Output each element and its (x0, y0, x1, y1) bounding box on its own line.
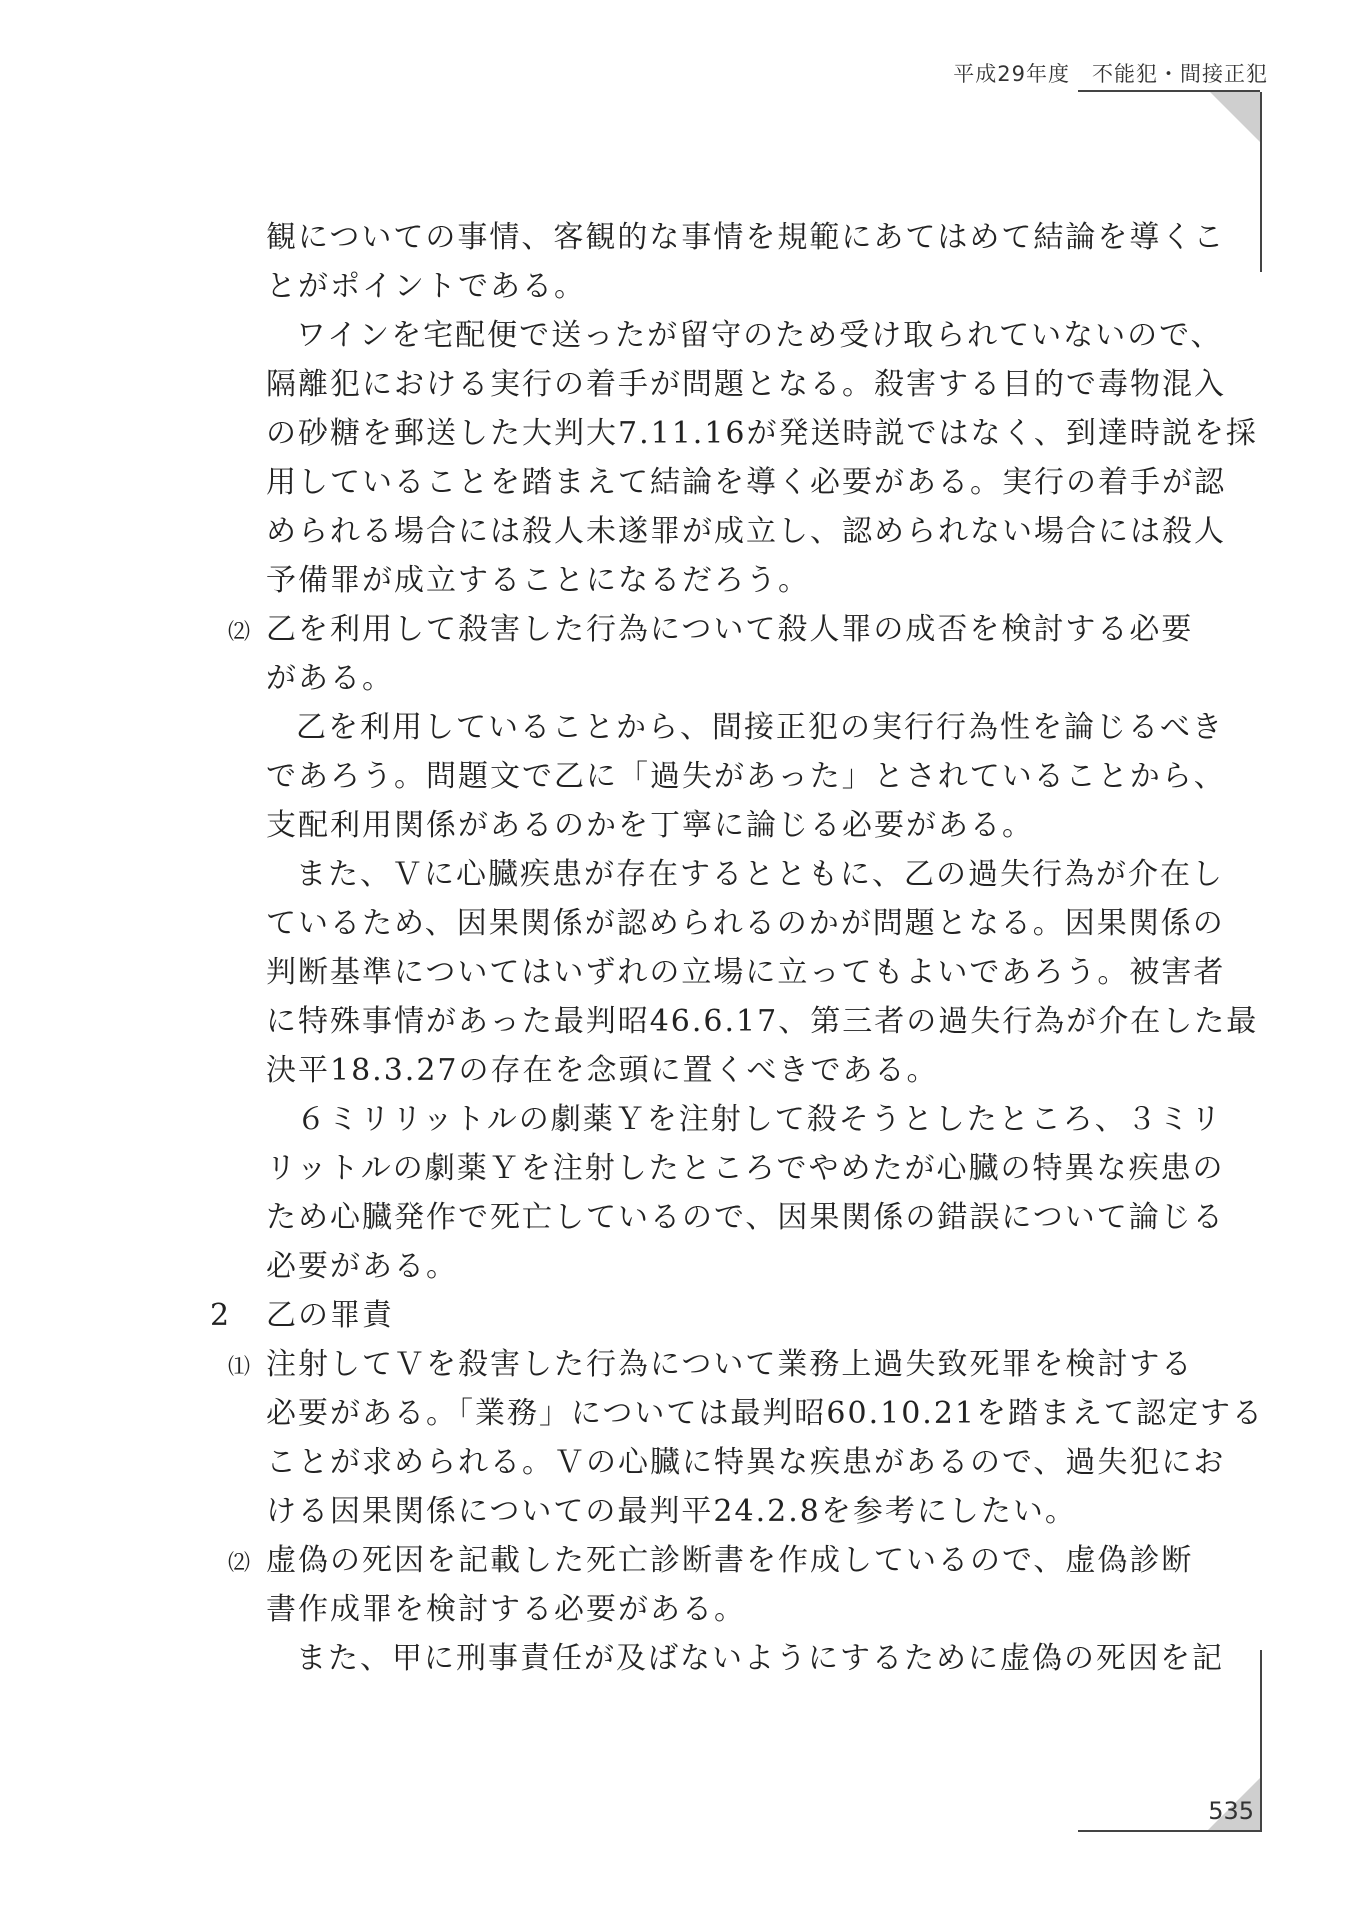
line-text: ているため、因果関係が認められるのかが問題となる。因果関係の (266, 906, 1225, 941)
header-year: 平成29年度 (953, 62, 1070, 86)
page-number: 535 (1208, 1797, 1254, 1825)
item-marker: ⑴ (228, 1355, 251, 1380)
text-line (200, 458, 1230, 507)
line-text: 乙を利用して殺害した行為について殺人罪の成否を検討する必要 (266, 612, 1194, 647)
footer-rule (1078, 1830, 1262, 1832)
line-text: 支配利用関係があるのかを丁寧に論じる必要がある。 (266, 808, 1034, 843)
text-line (200, 1291, 1230, 1340)
text-line (200, 360, 1230, 409)
text-line (200, 948, 1230, 997)
text-line (200, 752, 1230, 801)
line-text: とがポイントである。 (266, 269, 586, 304)
line-text: であろう。問題文で乙に「過失があった」とされていることから、 (266, 759, 1226, 794)
text-line (200, 997, 1259, 1046)
line-text: 虚偽の死因を記載した死亡診断書を作成しているので、虚偽診断 (266, 1543, 1194, 1578)
line-text: 注射してＶを殺害した行為について業務上過失致死罪を検討する (266, 1347, 1194, 1382)
text-line (200, 703, 1230, 752)
item-marker: ⑵ (228, 620, 251, 645)
line-text: リットルの劇薬Ｙを注射したところでやめたが心臓の特異な疾患の (266, 1151, 1225, 1186)
line-text: また、甲に刑事責任が及ばないようにするために虚偽の死因を記 (296, 1641, 1224, 1676)
text-line (200, 1389, 1264, 1438)
line-text: 判断基準についてはいずれの立場に立ってもよいであろう。被害者 (266, 955, 1226, 990)
text-line (200, 507, 1230, 556)
text-line (200, 1095, 1230, 1144)
line-text: また、Ｖに心臓疾患が存在するとともに、乙の過失行為が介在し (296, 857, 1224, 892)
line-text: 用していることを踏まえて結論を導く必要がある。実行の着手が認 (266, 465, 1226, 500)
line-text: ける因果関係についての最判平24.2.8を参考にしたい。 (266, 1494, 1077, 1529)
line-text: ため心臓発作で死亡しているので、因果関係の錯誤について論じる (266, 1200, 1225, 1235)
text-line (200, 1242, 1230, 1291)
line-text: 予備罪が成立することになるだろう。 (266, 563, 810, 598)
text-line (200, 654, 1230, 703)
text-line (200, 801, 1230, 850)
line-text: 乙を利用していることから、間接正犯の実行行為性を論じるべき (296, 710, 1224, 745)
text-line (200, 213, 1230, 262)
line-text: がある。 (266, 661, 394, 696)
text-line (200, 1193, 1230, 1242)
line-text: 観についての事情、客観的な事情を規範にあてはめて結論を導くこ (266, 220, 1226, 255)
line-text: の砂糖を郵送した大判大7.11.16が発送時説ではなく、到達時説を採 (266, 416, 1258, 451)
text-line (200, 1144, 1230, 1193)
text-line (200, 605, 1230, 654)
text-line (200, 1340, 1230, 1389)
line-text: に特殊事情があった最判昭46.6.17、第三者の過失行為が介在した最 (266, 1004, 1259, 1039)
text-line (200, 1536, 1230, 1585)
line-text: ことが求められる。Ｖの心臓に特異な疾患があるので、過失犯にお (266, 1445, 1226, 1480)
side-rule-top (1260, 92, 1262, 272)
corner-tab-top (1210, 92, 1260, 142)
item-marker: ⑵ (228, 1551, 251, 1576)
line-text: 隔離犯における実行の着手が問題となる。殺害する目的で毒物混入 (266, 367, 1226, 402)
text-line (200, 1634, 1230, 1683)
line-text: ６ミリリットルの劇薬Ｙを注射して殺そうとしたところ、３ミリ (296, 1102, 1223, 1137)
running-header (953, 58, 1268, 88)
line-text: 書作成罪を検討する必要がある。 (266, 1592, 746, 1627)
line-text: 乙の罪責 (266, 1298, 394, 1333)
line-text: ワインを宅配便で送ったが留守のため受け取られていないので、 (296, 318, 1223, 353)
line-text: 決平18.3.27の存在を念頭に置くべきである。 (266, 1053, 939, 1088)
side-rule-bottom (1260, 1650, 1262, 1830)
text-line (200, 1487, 1230, 1536)
header-topic: 不能犯・間接正犯 (1092, 62, 1268, 86)
section-number: 2 (210, 1298, 232, 1333)
text-line (200, 556, 1230, 605)
text-line (200, 1438, 1230, 1487)
text-line (200, 262, 1230, 311)
text-line (200, 1046, 1230, 1095)
line-text: められる場合には殺人未遂罪が成立し、認められない場合には殺人 (266, 514, 1226, 549)
line-text: 必要がある。 (266, 1249, 458, 1284)
text-line (200, 409, 1258, 458)
text-line (200, 850, 1230, 899)
line-text: 必要がある。「業務」については最判昭60.10.21を踏まえて認定する (266, 1396, 1264, 1431)
body-text (200, 213, 1264, 1683)
text-line (200, 899, 1230, 948)
text-line (200, 1585, 1230, 1634)
text-line (200, 311, 1230, 360)
